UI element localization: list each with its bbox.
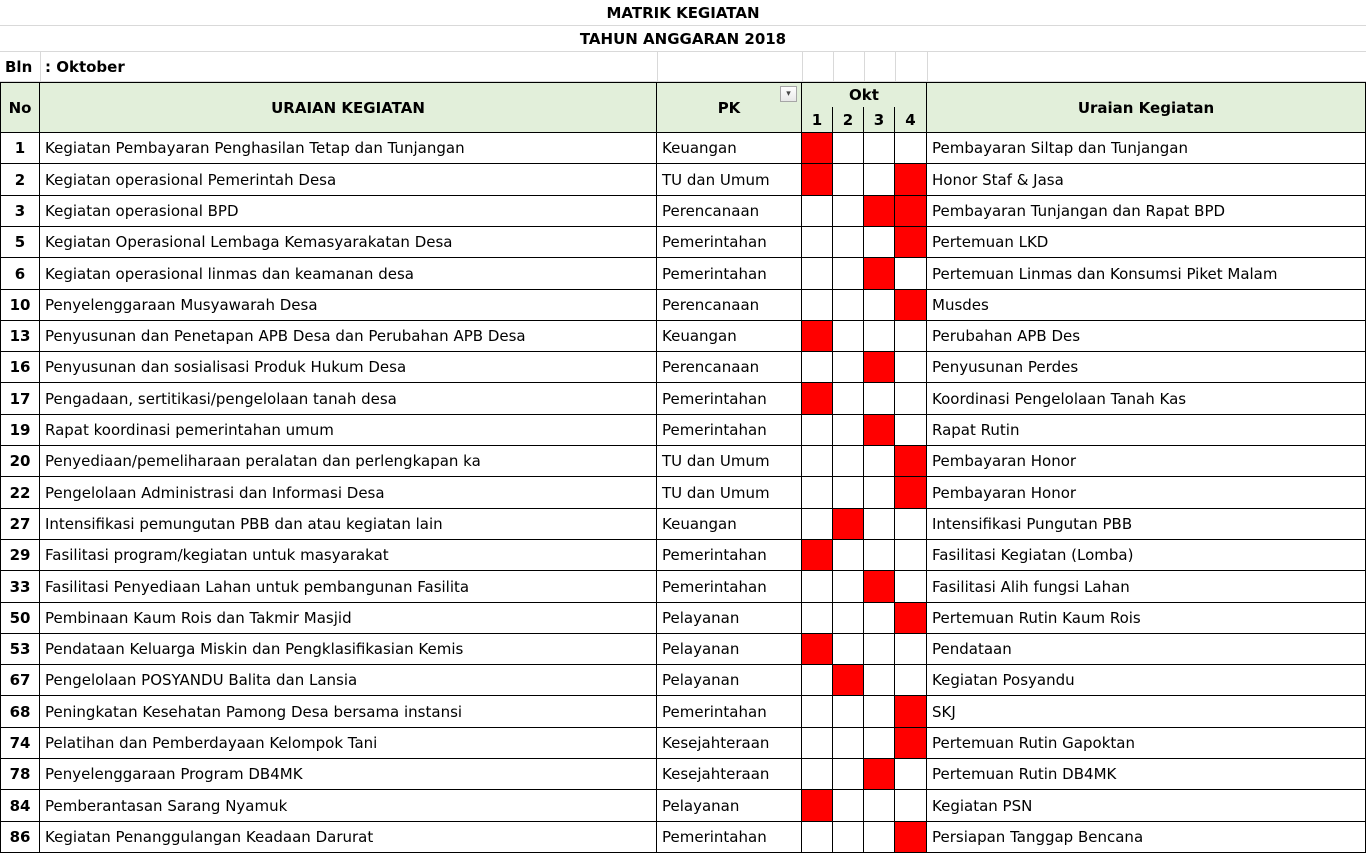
cell-no[interactable]: 33 [0,571,40,603]
filter-dropdown-button[interactable] [780,86,797,102]
schedule-mark[interactable] [895,603,927,634]
cell-uraian[interactable]: Intensifikasi pemungutan PBB dan atau kegiatan lain [40,509,657,540]
bln-label[interactable]: Bln [0,52,40,82]
schedule-mark[interactable] [864,415,895,446]
schedule-cell[interactable] [802,728,833,759]
header-week-3[interactable]: 3 [864,107,895,133]
schedule-cell[interactable] [895,415,927,446]
cell-uraian[interactable]: Penyelenggaraan Musyawarah Desa [40,290,657,321]
cell-no[interactable]: 6 [0,258,40,290]
schedule-cell[interactable] [864,133,895,164]
schedule-mark[interactable] [802,383,833,415]
cell-uraian[interactable]: Pengelolaan POSYANDU Balita dan Lansia [40,665,657,696]
schedule-cell[interactable] [895,352,927,383]
cell-uraian-detail[interactable]: Pertemuan Rutin DB4MK [927,759,1366,790]
cell-uraian-detail[interactable]: SKJ [927,696,1366,728]
cell-uraian[interactable]: Kegiatan operasional linmas dan keamanan desa [40,258,657,290]
schedule-cell[interactable] [895,258,927,290]
cell-uraian-detail[interactable]: Pembayaran Honor [927,446,1366,477]
schedule-cell[interactable] [864,790,895,822]
schedule-cell[interactable] [864,227,895,258]
cell-uraian-detail[interactable]: Rapat Rutin [927,415,1366,446]
schedule-mark[interactable] [895,164,927,196]
header-uraian-kegiatan[interactable]: URAIAN KEGIATAN [40,82,657,133]
schedule-mark[interactable] [833,665,864,696]
cell-no[interactable]: 29 [0,540,40,571]
schedule-cell[interactable] [895,383,927,415]
header-okt[interactable]: Okt [802,82,927,107]
schedule-mark[interactable] [864,571,895,603]
cell-pk[interactable]: Pelayanan [657,634,802,665]
schedule-cell[interactable] [833,759,864,790]
schedule-cell[interactable] [864,164,895,196]
schedule-cell[interactable] [833,383,864,415]
schedule-cell[interactable] [802,477,833,509]
cell-uraian-detail[interactable]: Fasilitasi Kegiatan (Lomba) [927,540,1366,571]
cell-uraian[interactable]: Fasilitasi Penyediaan Lahan untuk pembangunan Fasilita [40,571,657,603]
cell-uraian[interactable]: Pendataan Keluarga Miskin dan Pengklasifikasian Kemis [40,634,657,665]
schedule-mark[interactable] [895,822,927,853]
cell-no[interactable]: 20 [0,446,40,477]
cell-uraian-detail[interactable]: Kegiatan PSN [927,790,1366,822]
cell-no[interactable]: 86 [0,822,40,853]
schedule-cell[interactable] [864,509,895,540]
cell-no[interactable]: 5 [0,227,40,258]
schedule-cell[interactable] [833,634,864,665]
cell-uraian-detail[interactable]: Fasilitasi Alih fungsi Lahan [927,571,1366,603]
cell-uraian[interactable]: Pembinaan Kaum Rois dan Takmir Masjid [40,603,657,634]
cell-no[interactable]: 53 [0,634,40,665]
cell-uraian-detail[interactable]: Pertemuan LKD [927,227,1366,258]
schedule-cell[interactable] [833,164,864,196]
schedule-cell[interactable] [895,665,927,696]
cell-pk[interactable]: Pemerintahan [657,822,802,853]
cell-uraian[interactable]: Pemberantasan Sarang Nyamuk [40,790,657,822]
schedule-mark[interactable] [895,290,927,321]
cell-uraian-detail[interactable]: Koordinasi Pengelolaan Tanah Kas [927,383,1366,415]
schedule-cell[interactable] [895,634,927,665]
cell-uraian[interactable]: Kegiatan Pembayaran Penghasilan Tetap dan Tunjangan [40,133,657,164]
schedule-cell[interactable] [833,321,864,352]
cell-uraian[interactable]: Kegiatan Penanggulangan Keadaan Darurat [40,822,657,853]
cell-pk[interactable]: Perencanaan [657,196,802,227]
schedule-cell[interactable] [895,321,927,352]
header-pk[interactable]: PK [657,82,802,133]
cell-pk[interactable]: Pemerintahan [657,571,802,603]
schedule-cell[interactable] [802,509,833,540]
schedule-cell[interactable] [833,790,864,822]
schedule-cell[interactable] [802,571,833,603]
schedule-cell[interactable] [864,446,895,477]
cell-no[interactable]: 3 [0,196,40,227]
schedule-cell[interactable] [895,133,927,164]
schedule-cell[interactable] [864,696,895,728]
cell-no[interactable]: 16 [0,352,40,383]
cell-no[interactable]: 68 [0,696,40,728]
cell-pk[interactable]: Perencanaan [657,290,802,321]
cell-uraian-detail[interactable]: Pertemuan Rutin Gapoktan [927,728,1366,759]
cell-uraian[interactable]: Penyusunan dan Penetapan APB Desa dan Perubahan APB Desa [40,321,657,352]
cell-pk[interactable]: Pemerintahan [657,227,802,258]
schedule-cell[interactable] [833,477,864,509]
cell-no[interactable]: 78 [0,759,40,790]
schedule-mark[interactable] [895,696,927,728]
cell-uraian[interactable]: Rapat koordinasi pemerintahan umum [40,415,657,446]
cell-uraian-detail[interactable]: Intensifikasi Pungutan PBB [927,509,1366,540]
schedule-mark[interactable] [802,321,833,352]
schedule-mark[interactable] [864,352,895,383]
schedule-cell[interactable] [864,634,895,665]
header-week-2[interactable]: 2 [833,107,864,133]
schedule-cell[interactable] [833,258,864,290]
cell-pk[interactable]: Pemerintahan [657,383,802,415]
schedule-cell[interactable] [895,790,927,822]
cell-pk[interactable]: Keuangan [657,509,802,540]
schedule-cell[interactable] [864,540,895,571]
bln-value[interactable]: : Oktober [40,52,657,82]
schedule-mark[interactable] [802,164,833,196]
schedule-cell[interactable] [802,603,833,634]
cell-uraian[interactable]: Pengelolaan Administrasi dan Informasi Desa [40,477,657,509]
schedule-cell[interactable] [864,477,895,509]
sheet-subtitle[interactable]: TAHUN ANGGARAN 2018 [0,26,1366,52]
schedule-cell[interactable] [864,822,895,853]
cell-uraian-detail[interactable]: Pembayaran Siltap dan Tunjangan [927,133,1366,164]
schedule-cell[interactable] [802,665,833,696]
cell-pk[interactable]: Pelayanan [657,603,802,634]
schedule-cell[interactable] [833,571,864,603]
schedule-mark[interactable] [802,133,833,164]
cell-uraian[interactable]: Kegiatan operasional BPD [40,196,657,227]
cell-no[interactable]: 50 [0,603,40,634]
schedule-cell[interactable] [802,227,833,258]
cell-uraian[interactable]: Penyusunan dan sosialisasi Produk Hukum Desa [40,352,657,383]
schedule-cell[interactable] [864,383,895,415]
cell-pk[interactable]: Kesejahteraan [657,759,802,790]
schedule-cell[interactable] [864,603,895,634]
schedule-cell[interactable] [802,759,833,790]
cell-pk[interactable]: Kesejahteraan [657,728,802,759]
cell-pk[interactable]: Pelayanan [657,790,802,822]
cell-pk[interactable]: TU dan Umum [657,446,802,477]
schedule-cell[interactable] [833,696,864,728]
cell-uraian[interactable]: Pengadaan, sertitikasi/pengelolaan tanah desa [40,383,657,415]
cell-uraian-detail[interactable]: Kegiatan Posyandu [927,665,1366,696]
schedule-cell[interactable] [833,227,864,258]
schedule-cell[interactable] [802,696,833,728]
schedule-mark[interactable] [833,509,864,540]
schedule-cell[interactable] [802,352,833,383]
cell-pk[interactable]: Pemerintahan [657,415,802,446]
cell-uraian[interactable]: Pelatihan dan Pemberdayaan Kelompok Tani [40,728,657,759]
schedule-mark[interactable] [895,196,927,227]
schedule-cell[interactable] [833,603,864,634]
cell-uraian-detail[interactable]: Pertemuan Rutin Kaum Rois [927,603,1366,634]
cell-no[interactable]: 1 [0,133,40,164]
dropdown-arrow-icon: ▾ [786,89,791,99]
schedule-mark[interactable] [895,446,927,477]
schedule-cell[interactable] [802,258,833,290]
empty-cell[interactable] [657,52,1366,82]
cell-no[interactable]: 17 [0,383,40,415]
header-uraian-detail[interactable]: Uraian Kegiatan [927,82,1366,133]
cell-pk[interactable]: TU dan Umum [657,164,802,196]
schedule-cell[interactable] [895,571,927,603]
cell-pk[interactable]: TU dan Umum [657,477,802,509]
cell-uraian[interactable]: Penyelenggaraan Program DB4MK [40,759,657,790]
cell-pk[interactable]: Perencanaan [657,352,802,383]
cell-pk[interactable]: Keuangan [657,321,802,352]
schedule-cell[interactable] [833,728,864,759]
cell-uraian[interactable]: Kegiatan operasional Pemerintah Desa [40,164,657,196]
schedule-cell[interactable] [864,665,895,696]
header-week-4[interactable]: 4 [895,107,927,133]
schedule-cell[interactable] [802,290,833,321]
cell-no[interactable]: 10 [0,290,40,321]
schedule-cell[interactable] [833,822,864,853]
cell-pk[interactable]: Keuangan [657,133,802,164]
schedule-cell[interactable] [895,509,927,540]
cell-no[interactable]: 84 [0,790,40,822]
cell-pk[interactable]: Pelayanan [657,665,802,696]
cell-uraian[interactable]: Fasilitasi program/kegiatan untuk masyarakat [40,540,657,571]
cell-uraian[interactable]: Kegiatan Operasional Lembaga Kemasyarakatan Desa [40,227,657,258]
cell-uraian-detail[interactable]: Honor Staf & Jasa [927,164,1366,196]
cell-uraian-detail[interactable]: Persiapan Tanggap Bencana [927,822,1366,853]
schedule-cell[interactable] [895,540,927,571]
cell-no[interactable]: 2 [0,164,40,196]
cell-uraian-detail[interactable]: Pertemuan Linmas dan Konsumsi Piket Malam [927,258,1366,290]
schedule-cell[interactable] [833,133,864,164]
schedule-cell[interactable] [864,290,895,321]
cell-no[interactable]: 67 [0,665,40,696]
cell-uraian-detail[interactable]: Musdes [927,290,1366,321]
schedule-mark[interactable] [864,258,895,290]
cell-uraian-detail[interactable]: Pembayaran Honor [927,477,1366,509]
cell-uraian[interactable]: Peningkatan Kesehatan Pamong Desa bersama instansi [40,696,657,728]
schedule-mark[interactable] [895,728,927,759]
cell-no[interactable]: 19 [0,415,40,446]
cell-pk[interactable]: Pemerintahan [657,696,802,728]
schedule-cell[interactable] [833,540,864,571]
cell-uraian-detail[interactable]: Perubahan APB Des [927,321,1366,352]
schedule-mark[interactable] [802,540,833,571]
schedule-cell[interactable] [833,352,864,383]
cell-uraian[interactable]: Penyediaan/pemeliharaan peralatan dan perlengkapan ka [40,446,657,477]
cell-no[interactable]: 13 [0,321,40,352]
schedule-cell[interactable] [802,196,833,227]
schedule-mark[interactable] [895,227,927,258]
cell-no[interactable]: 74 [0,728,40,759]
cell-pk[interactable]: Pemerintahan [657,258,802,290]
schedule-cell[interactable] [833,415,864,446]
schedule-cell[interactable] [802,446,833,477]
schedule-cell[interactable] [895,759,927,790]
schedule-cell[interactable] [833,196,864,227]
schedule-cell[interactable] [864,321,895,352]
schedule-mark[interactable] [895,477,927,509]
schedule-mark[interactable] [864,196,895,227]
cell-no[interactable]: 22 [0,477,40,509]
schedule-cell[interactable] [833,290,864,321]
schedule-mark[interactable] [864,759,895,790]
sheet-title[interactable]: MATRIK KEGIATAN [0,0,1366,26]
cell-no[interactable]: 27 [0,509,40,540]
schedule-cell[interactable] [864,728,895,759]
schedule-cell[interactable] [802,415,833,446]
header-no[interactable]: No [0,82,40,133]
cell-pk[interactable]: Pemerintahan [657,540,802,571]
schedule-mark[interactable] [802,790,833,822]
schedule-cell[interactable] [833,446,864,477]
schedule-mark[interactable] [802,634,833,665]
schedule-cell[interactable] [802,822,833,853]
cell-uraian-detail[interactable]: Pendataan [927,634,1366,665]
header-week-1[interactable]: 1 [802,107,833,133]
cell-uraian-detail[interactable]: Pembayaran Tunjangan dan Rapat BPD [927,196,1366,227]
cell-uraian-detail[interactable]: Penyusunan Perdes [927,352,1366,383]
